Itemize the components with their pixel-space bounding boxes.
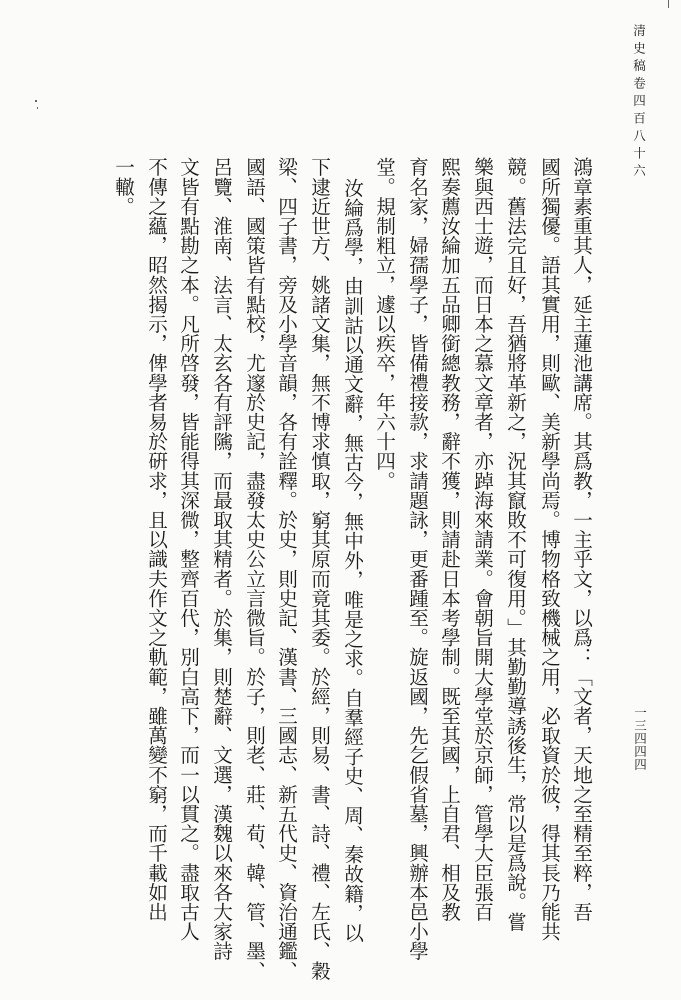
text-column-2: 國所獨優。語其實用，則歐、美新學尚焉。博物格致機械之用，必取資於彼，得其長乃能共	[537, 157, 561, 941]
text-column-13: 文皆有點勘之本。凡所啓發，皆能得其深微，整齊百代，別白高下，而一以貫之。盡取古人	[176, 157, 200, 941]
text-column-8: 汝綸爲學，由訓詁以通文辭，無古今，無中外，唯是之求。自羣經子史、周、秦故籍，以	[340, 178, 364, 943]
text-column-5: 熙奏薦汝綸加五品卿銜總教務，辭不獲，則請赴日本考學制。既至其國，上自君、相及教	[437, 157, 461, 922]
scan-speck	[37, 107, 38, 109]
running-head-title: 清史稿卷四百八十六	[631, 24, 647, 182]
text-column-10: 梁、四子書，旁及小學音韻，各有詮釋。於史，則史記、漢書、三國志、新五代史、資治通鑑、	[274, 157, 298, 981]
text-column-9: 下逮近世方、姚諸文集，無不博求慎取，窮其原而竟其委。於經，則易、書、詩、禮、左氏、穀	[307, 157, 331, 981]
text-column-12: 呂覽、淮南、法言、太玄各有評隲，而最取其精者。於集，則楚辭、文選，漢魏以來各大家詩	[209, 157, 233, 961]
text-column-11: 國語、國策皆有點校，尤邃於史記，盡發太史公立言微旨。於子，則老、莊、荀、韓、管、墨、	[242, 157, 266, 981]
text-column-4: 樂與西士遊，而日本之慕文章者，亦踔海來請業。會朝旨開大學堂於京師，管學大臣張百	[470, 157, 494, 922]
text-column-6: 育名家，婦孺學子，皆備禮接款，求請題詠，更番踵至。旋返國，先乞假省墓，興辦本邑小學	[405, 157, 429, 961]
page-number: 一三四四四	[632, 706, 648, 771]
text-column-1: 鴻章素重其人，延主蓮池講席。其爲教，一主乎文，以爲：「文者，天地之至精至粹，吾	[569, 157, 593, 922]
text-column-14: 不傳之蘊，昭然揭示，俾學者易於硏求，且以識夫作文之軌範，雖萬變不窮，而千載如出	[144, 157, 168, 922]
text-column-7: 堂。規制粗立，遽以疾卒，年六十四。	[372, 157, 396, 491]
text-column-3: 競。舊法完且好，吾猶將革新之，況其竄敗不可復用。」其勤勤導誘後生，常以是爲說。嘗	[503, 157, 527, 932]
scan-speck	[35, 100, 37, 102]
text-column-15: 一轍。	[111, 157, 135, 216]
scan-speck	[668, 0, 669, 8]
